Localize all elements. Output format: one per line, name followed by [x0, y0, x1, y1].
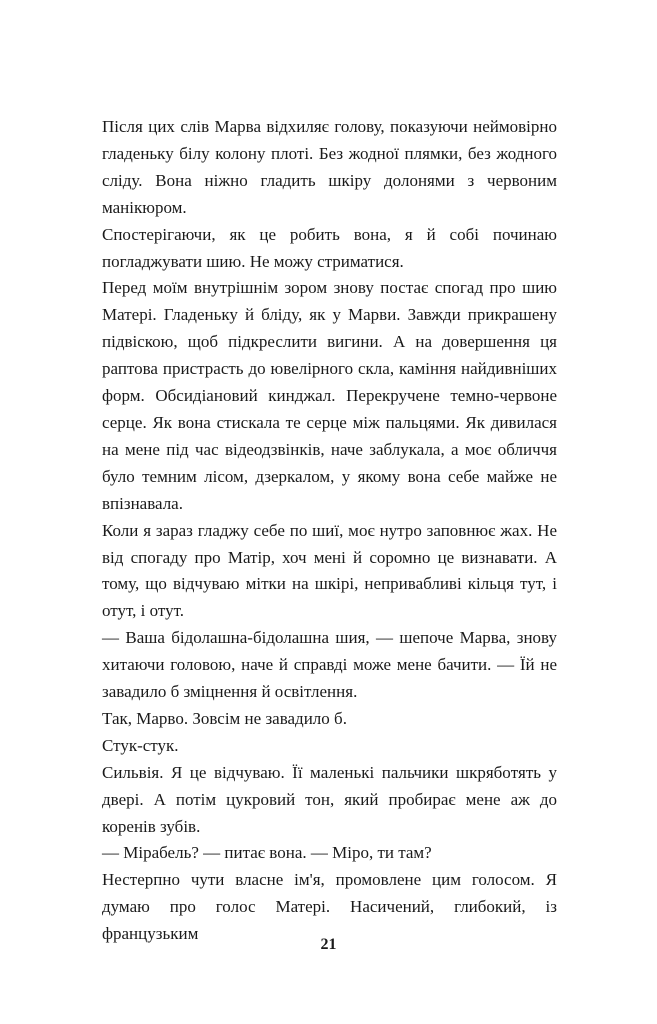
paragraph: Стук-стук.	[102, 735, 179, 755]
paragraph: — Ваша бідолашна-бідолашна шия, — шепоче Марва, знову хитаючи головою, наче й справді може мене бачити. — Їй не завадило б зміцнення й освітлення.	[102, 628, 557, 702]
page-number: 21	[320, 936, 337, 953]
paragraph: Спостерігаючи, як це робить вона, я й собі починаю погладжувати шию. Не можу стриматися.	[102, 224, 557, 271]
paragraph: Перед моїм внутрішнім зором знову постає спогад про шию Матері. Гладеньку й бліду, як у Марви. Завжди прикрашену підвіскою, щоб підкреслити вигини. А на довершення ця раптова пристрасть до ювелірного скла, каміння найдивніших форм. Обсидіановий кинджал. Перекручене темно-червоне серце. Як вона стискала те серце між пальцями. Як дивилася на мене під час відеодзвінків, наче заблукала, а моє обличчя було темним лісом, дзеркалом, у якому вона себе майже не впізнавала.	[102, 278, 557, 513]
paragraph: — Мірабель? — питає вона. — Міро, ти там?	[102, 843, 432, 863]
paragraph: Після цих слів Марва відхиляє голову, показуючи неймовірно гладеньку білу колону плоті. Без жодної плямки, без жодного сліду. Вона ніжно гладить шкіру долонями з червоним манікюром.	[102, 117, 557, 217]
paragraph: Нестерпно чути власне ім'я, промовлене цим голосом. Я думаю про голос Матері. Насичений, глибокий, із французьким	[102, 870, 557, 944]
paragraph: Коли я зараз гладжу себе по шиї, моє нутро заповнює жах. Не від спогаду про Матір, хоч мені й соромно це визнавати. А тому, що відчуваю мітки на шкірі, непривабливі кільця тут, і отут, і отут.	[102, 520, 557, 621]
paragraph: Так, Марво. Зовсім не завадило б.	[102, 708, 347, 728]
paragraph: Сильвія. Я це відчуваю. Її маленькі пальчики шкрябoтять у двері. А потім цукровий тон, який пробирає мене аж до коренів зубів.	[102, 762, 557, 836]
body-text	[102, 114, 557, 948]
